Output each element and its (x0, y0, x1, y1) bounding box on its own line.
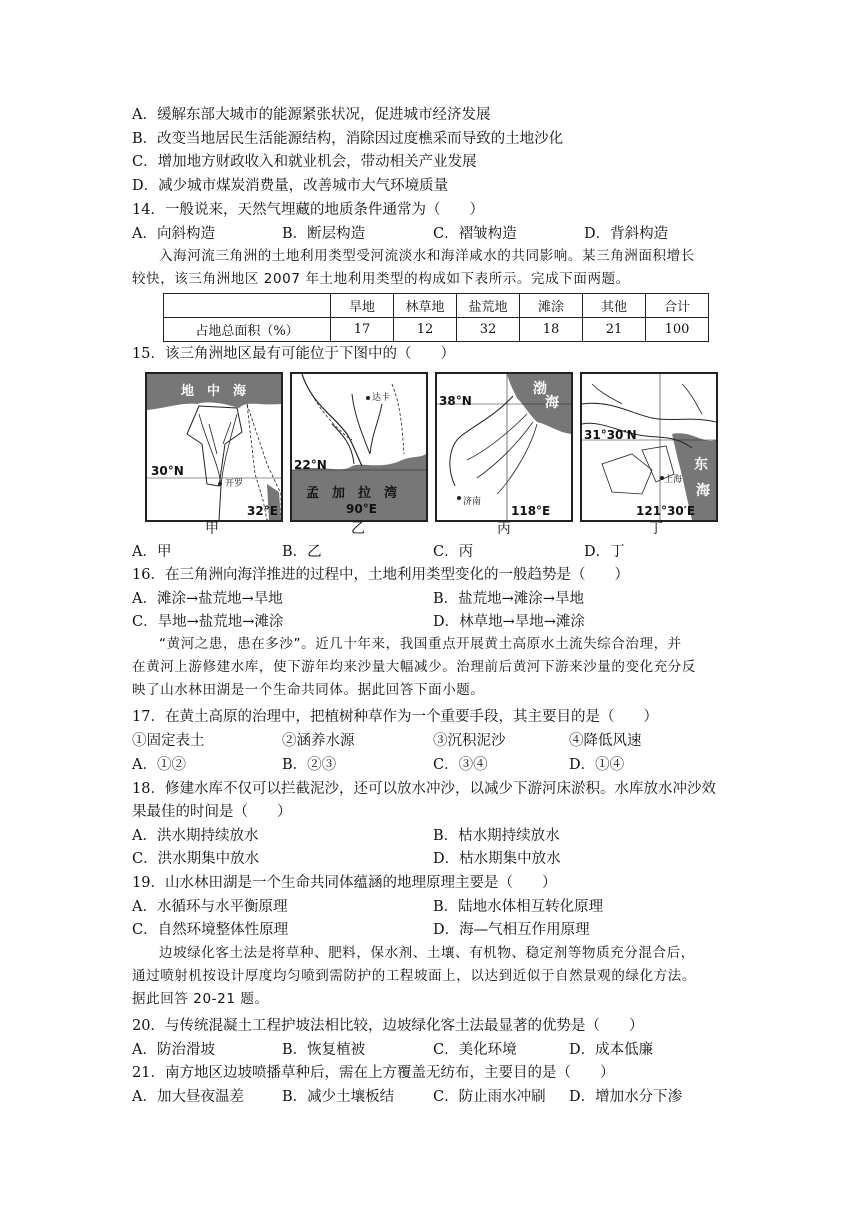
q21-stem: 21．南方地区边坡喷播草种后，需在上方覆盖无纺布，主要目的是（ ） (132, 1065, 615, 1081)
q21-option-d: D．增加水分下渗 (569, 1089, 683, 1105)
slope-intro-line1: 边坡绿化客土法是将草种、肥料，保水剂、土壤、有机物、稳定剂等物质充分混合后， (159, 945, 695, 961)
map-ding-longitude: 121°30′E (636, 504, 696, 518)
map-bing-sea-label-1: 渤 (533, 381, 547, 397)
q15-option-a: A．甲 (132, 544, 172, 560)
q18-option-a: A．洪水期持续放水 (132, 828, 259, 844)
map-yi (290, 372, 428, 522)
yellow-river-intro (132, 633, 732, 702)
q17-statement-1: ①固定表土 (132, 733, 205, 749)
q19-option-c: C．自然环境整体性原理 (132, 922, 289, 938)
q15-option-d: D．丁 (584, 544, 625, 560)
slope-greening-intro (132, 942, 732, 1011)
q20-option-b: B．恢复植被 (282, 1042, 366, 1058)
q17-option-c: C．③④ (433, 757, 488, 773)
q17-stem: 17．在黄土高原的治理中，把植树种草作为一个重要手段，其主要目的是（ ） (132, 709, 658, 725)
q13-option-b: B．改变当地居民生活能源结构，消除因过度樵采而导致的土地沙化 (132, 131, 564, 147)
map-jia-city: 开罗 (225, 479, 244, 489)
table-header-cell: 旱地 (331, 294, 394, 318)
map-jia-longitude: 32°E (247, 504, 278, 518)
q17-statement-2: ②涵养水源 (282, 733, 355, 749)
q16-option-d: D．林草地→旱地→滩涂 (433, 614, 585, 630)
q20-stem: 20．与传统混凝土工程护坡法相比较，边坡绿化客土法最显著的优势是（ ） (132, 1018, 644, 1034)
map-bing-caption: 丙 (497, 521, 511, 537)
q15-option-b: B．乙 (282, 544, 322, 560)
table-header-cell: 林草地 (394, 294, 457, 318)
table-header-cell: 合计 (646, 294, 709, 318)
q21-option-b: B．减少土壤板结 (282, 1089, 395, 1105)
map-bing-city: 济南 (463, 497, 482, 507)
q16-stem: 16．在三角洲向海洋推进的过程中，土地利用类型变化的一般趋势是（ ） (132, 567, 629, 583)
table-header-cell: 盐荒地 (457, 294, 520, 318)
q14-option-b: B．断层构造 (282, 226, 366, 242)
q17-option-d: D．①④ (569, 757, 625, 773)
map-bing-latitude: 38°N (439, 394, 472, 408)
map-ding-sea-label-2: 海 (696, 483, 710, 499)
map-yi-latitude: 22°N (294, 458, 327, 472)
table-header-cell (164, 294, 331, 318)
table-cell: 12 (394, 318, 457, 342)
q17-statement-4: ④降低风速 (569, 733, 642, 749)
q21-option-a: A．加大昼夜温差 (132, 1089, 244, 1105)
land-use-table (163, 293, 709, 342)
q14-option-c: C．褶皱构造 (433, 226, 517, 242)
q17-statement-3: ③沉积泥沙 (433, 733, 506, 749)
slope-intro-line3: 据此回答 20-21 题。 (132, 991, 269, 1007)
table-header-row (164, 294, 709, 318)
q16-option-c: C．旱地→盐荒地→滩涂 (132, 614, 284, 630)
map-yi-city: 达卡 (372, 393, 391, 403)
map-ding-city: 上海 (664, 475, 683, 485)
map-jia-sea-label: 地 中 海 (181, 384, 247, 399)
map-jia (145, 372, 283, 522)
slope-intro-line2: 通过喷射机按设计厚度均匀喷到需防护的工程坡面上，以达到近似于自然景观的绿化方法。 (132, 968, 696, 984)
q14-option-a: A．向斜构造 (132, 226, 215, 242)
q13-option-d: D．减少城市煤炭消费量，改善城市大气环境质量 (132, 178, 449, 194)
delta-intro (132, 245, 732, 291)
map-yi-sea-label: 孟 加 拉 湾 (306, 486, 398, 501)
delta-intro-line1: 入海河流三角洲的土地利用类型受河流淡水和海洋咸水的共同影响。某三角洲面积增长 (159, 248, 695, 264)
map-bing-longitude: 118°E (511, 504, 551, 518)
map-yi-longitude: 90°E (346, 502, 377, 516)
q13-option-c: C．增加地方财政收入和就业机会，带动相关产业发展 (132, 154, 477, 170)
q18-option-b: B．枯水期持续放水 (433, 828, 560, 844)
q13-option-a: A．缓解东部大城市的能源紧张状况，促进城市经济发展 (132, 107, 491, 123)
q19-option-d: D．海—气相互作用原理 (433, 922, 590, 938)
q15-stem: 15．该三角洲地区最有可能位于下图中的（ ） (132, 346, 455, 362)
yellow-intro-line2: 在黄河上游修建水库，使下游年均来沙量大幅减少。治理前后黄河下游来沙量的变化充分反 (132, 659, 696, 675)
delta-intro-line2: 较快，该三角洲地区 2007 年土地利用类型的构成如下表所示。完成下面两题。 (132, 271, 630, 287)
map-yi-caption: 乙 (351, 521, 365, 537)
table-header-cell: 滩涂 (520, 294, 583, 318)
q20-option-a: A．防治滑坡 (132, 1042, 215, 1058)
table-cell: 17 (331, 318, 394, 342)
q15-option-c: C．丙 (433, 544, 474, 560)
q21-option-c: C．防止雨水冲刷 (433, 1089, 546, 1105)
table-header-cell: 其他 (583, 294, 646, 318)
q20-option-c: C．美化环境 (433, 1042, 517, 1058)
yellow-intro-line3: 映了山水林田湖是一个生命共同体。据此回答下面小题。 (132, 682, 485, 698)
q19-stem: 19．山水林田湖是一个生命共同体蕴涵的地理原理主要是（ ） (132, 875, 557, 891)
q17-option-a: A．①② (132, 757, 186, 773)
table-row-label: 占地总面积（%） (164, 318, 331, 342)
q14-stem: 14．一般说来，天然气埋藏的地质条件通常为（ ） (132, 202, 484, 218)
map-ding-latitude: 31°30′N (584, 428, 637, 442)
q16-option-a: A．滩涂→盐荒地→旱地 (132, 591, 283, 607)
q20-option-d: D．成本低廉 (569, 1042, 654, 1058)
q14-option-d: D．背斜构造 (584, 226, 669, 242)
map-ding (580, 372, 718, 522)
map-bing (435, 372, 573, 522)
q18-stem-line2: 果最佳的时间是（ ） (132, 804, 292, 820)
map-jia-caption: 甲 (205, 521, 219, 537)
table-cell: 18 (520, 318, 583, 342)
yellow-intro-line1: “黄河之患，患在多沙”。近几十年来，我国重点开展黄土高原水土流失综合治理，并 (159, 636, 682, 652)
q19-option-b: B．陆地水体相互转化原理 (433, 899, 604, 915)
q18-option-d: D．枯水期集中放水 (433, 851, 561, 867)
map-ding-caption: 丁 (649, 521, 663, 537)
map-bing-sea-label-2: 海 (545, 395, 559, 411)
map-ding-sea-label-1: 东 (694, 457, 708, 473)
table-cell: 100 (646, 318, 709, 342)
q17-option-b: B．②③ (282, 757, 337, 773)
q19-option-a: A．水循环与水平衡原理 (132, 899, 288, 915)
table-cell: 32 (457, 318, 520, 342)
table-cell: 21 (583, 318, 646, 342)
q18-stem-line1: 18．修建水库不仅可以拦截泥沙，还可以放水冲沙，以减少下游河床淤积。水库放水冲沙效 (132, 781, 716, 797)
q16-option-b: B．盐荒地→滩涂→旱地 (433, 591, 584, 607)
q18-option-c: C．洪水期集中放水 (132, 851, 260, 867)
table-row (164, 318, 709, 342)
map-jia-latitude: 30°N (151, 464, 184, 478)
